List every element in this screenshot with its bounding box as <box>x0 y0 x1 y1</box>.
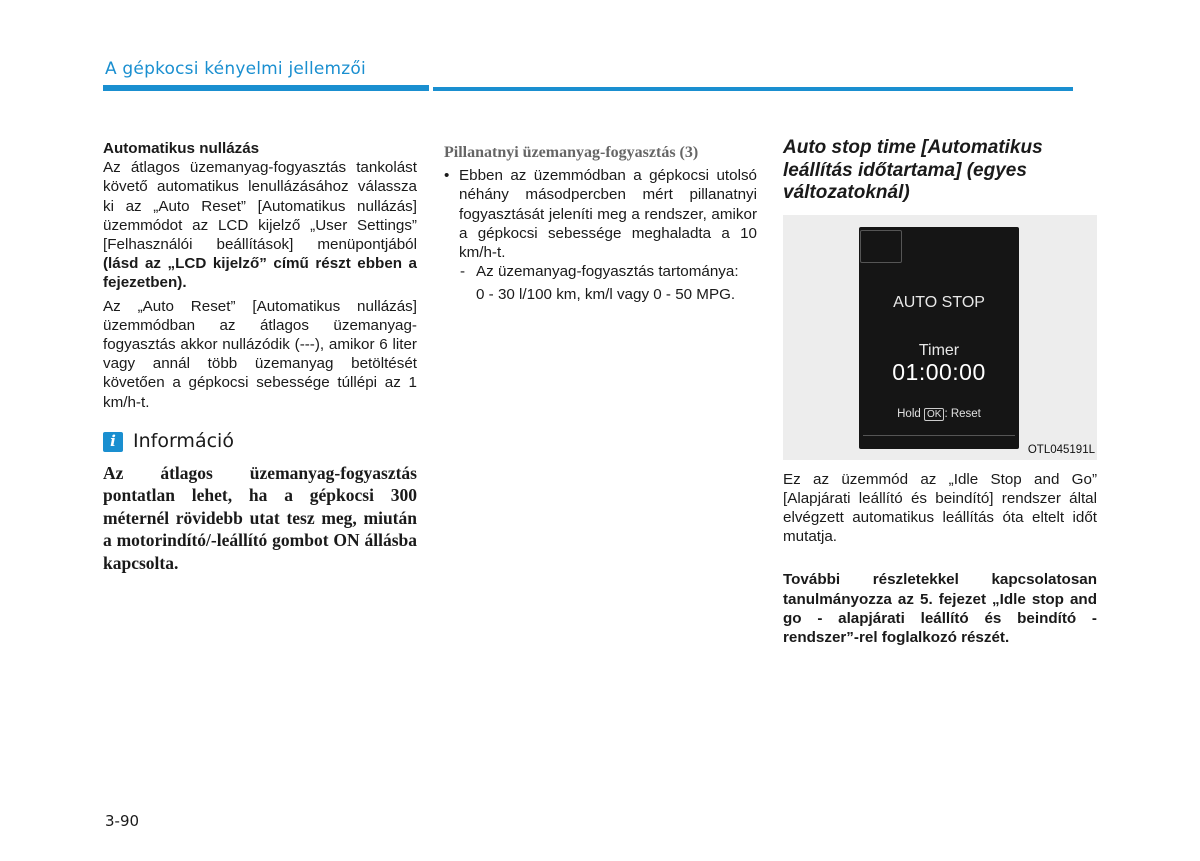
paragraph: Az „Auto Reset” [Automatikus nullázás] üzemmódban az átlagos üzemanyag-fogyasztás akkor nullázódik (---), amikor 6 liter vagy annál több üzemanyag betöltését követően a gépkocsi sebessége túllépi az 1 km/h-t. <box>103 297 417 411</box>
header-title: A gépkocsi kényelmi jellemzői <box>105 59 366 79</box>
paragraph-bold-text: (lásd az „LCD kijelző” című részt ebben a fejezetben). <box>103 255 417 292</box>
header-rule-right <box>433 87 1073 91</box>
right-column <box>783 137 1097 662</box>
figure-code: OTL045191L <box>1027 444 1095 457</box>
bullet-text: Ebben az üzemmódban a gépkocsi utolsó néhány másodpercben mért pillanatnyi fogyasztását jeleníti meg a rendszer, amikor a gépkocsi sebessége meghaladta a 10 km/h-t. <box>459 167 757 262</box>
lcd-display <box>859 227 1019 449</box>
middle-column <box>444 143 757 305</box>
dash-icon: - <box>460 263 466 281</box>
info-body: Az átlagos üzemanyag-fogyasztás pontatlan lehet, ha a gépkocsi 300 méternél rövidebb utat tesz meg, miután a motorindító/-leállító gombot ON állásba kapcsolta. <box>103 462 417 573</box>
bullet-icon: • <box>444 167 450 185</box>
paragraph-text: Az átlagos üzemanyag-fogyasztás tankolást követő automatikus lenullázásához válassza ki az „Auto Reset” [Automatikus nullázás] üzemmódot az LCD kijelző „User Settings” [Felhasználói beállítások] menüpontjából <box>103 159 417 254</box>
sub-text: Az üzemanyag-fogyasztás tartománya: <box>476 263 739 281</box>
lcd-figure <box>783 215 1097 460</box>
lcd-divider <box>863 435 1015 436</box>
lcd-time-value: 01:00:00 <box>892 358 986 385</box>
lcd-hold-label: Hold <box>897 407 921 420</box>
lcd-hold-reset <box>859 405 1019 424</box>
lcd-reset-label: : Reset <box>944 407 981 420</box>
header-rule-left <box>103 85 429 91</box>
sub-item <box>460 262 757 281</box>
sub-continuation: 0 - 30 l/100 km, km/l vagy 0 - 50 MPG. <box>476 286 736 304</box>
ok-button-icon: OK <box>924 408 944 421</box>
paragraph <box>103 158 417 292</box>
paragraph-bold: További részletekkel kapcsolatosan tanulmányozza az 5. fejezet „Idle stop and go - alapjárati leállító és beindító - rendszer”-rel foglalkozó részét. <box>783 571 1097 646</box>
info-header <box>103 432 417 452</box>
section-heading: Auto stop time [Automatikus leállítás időtartama] (egyes változatoknál) <box>783 137 1043 203</box>
paragraph: Ez az üzemmód az „Idle Stop and Go” [Alapjárati leállító és beindító] rendszer által elvégzett automatikus leállítás óta eltelt időt mutatja. <box>783 470 1097 546</box>
info-icon: i <box>103 432 123 452</box>
info-title: Információ <box>133 430 234 453</box>
lcd-corner-box <box>860 230 902 263</box>
section-heading: Pillanatnyi üzemanyag-fogyasztás (3) <box>444 144 699 161</box>
left-column <box>103 139 417 574</box>
lcd-timer-label: Timer <box>918 341 960 359</box>
bullet-item <box>444 166 757 262</box>
lcd-title: AUTO STOP <box>893 293 985 311</box>
page-number: 3-90 <box>105 812 140 830</box>
section-heading: Automatikus nullázás <box>103 140 260 157</box>
